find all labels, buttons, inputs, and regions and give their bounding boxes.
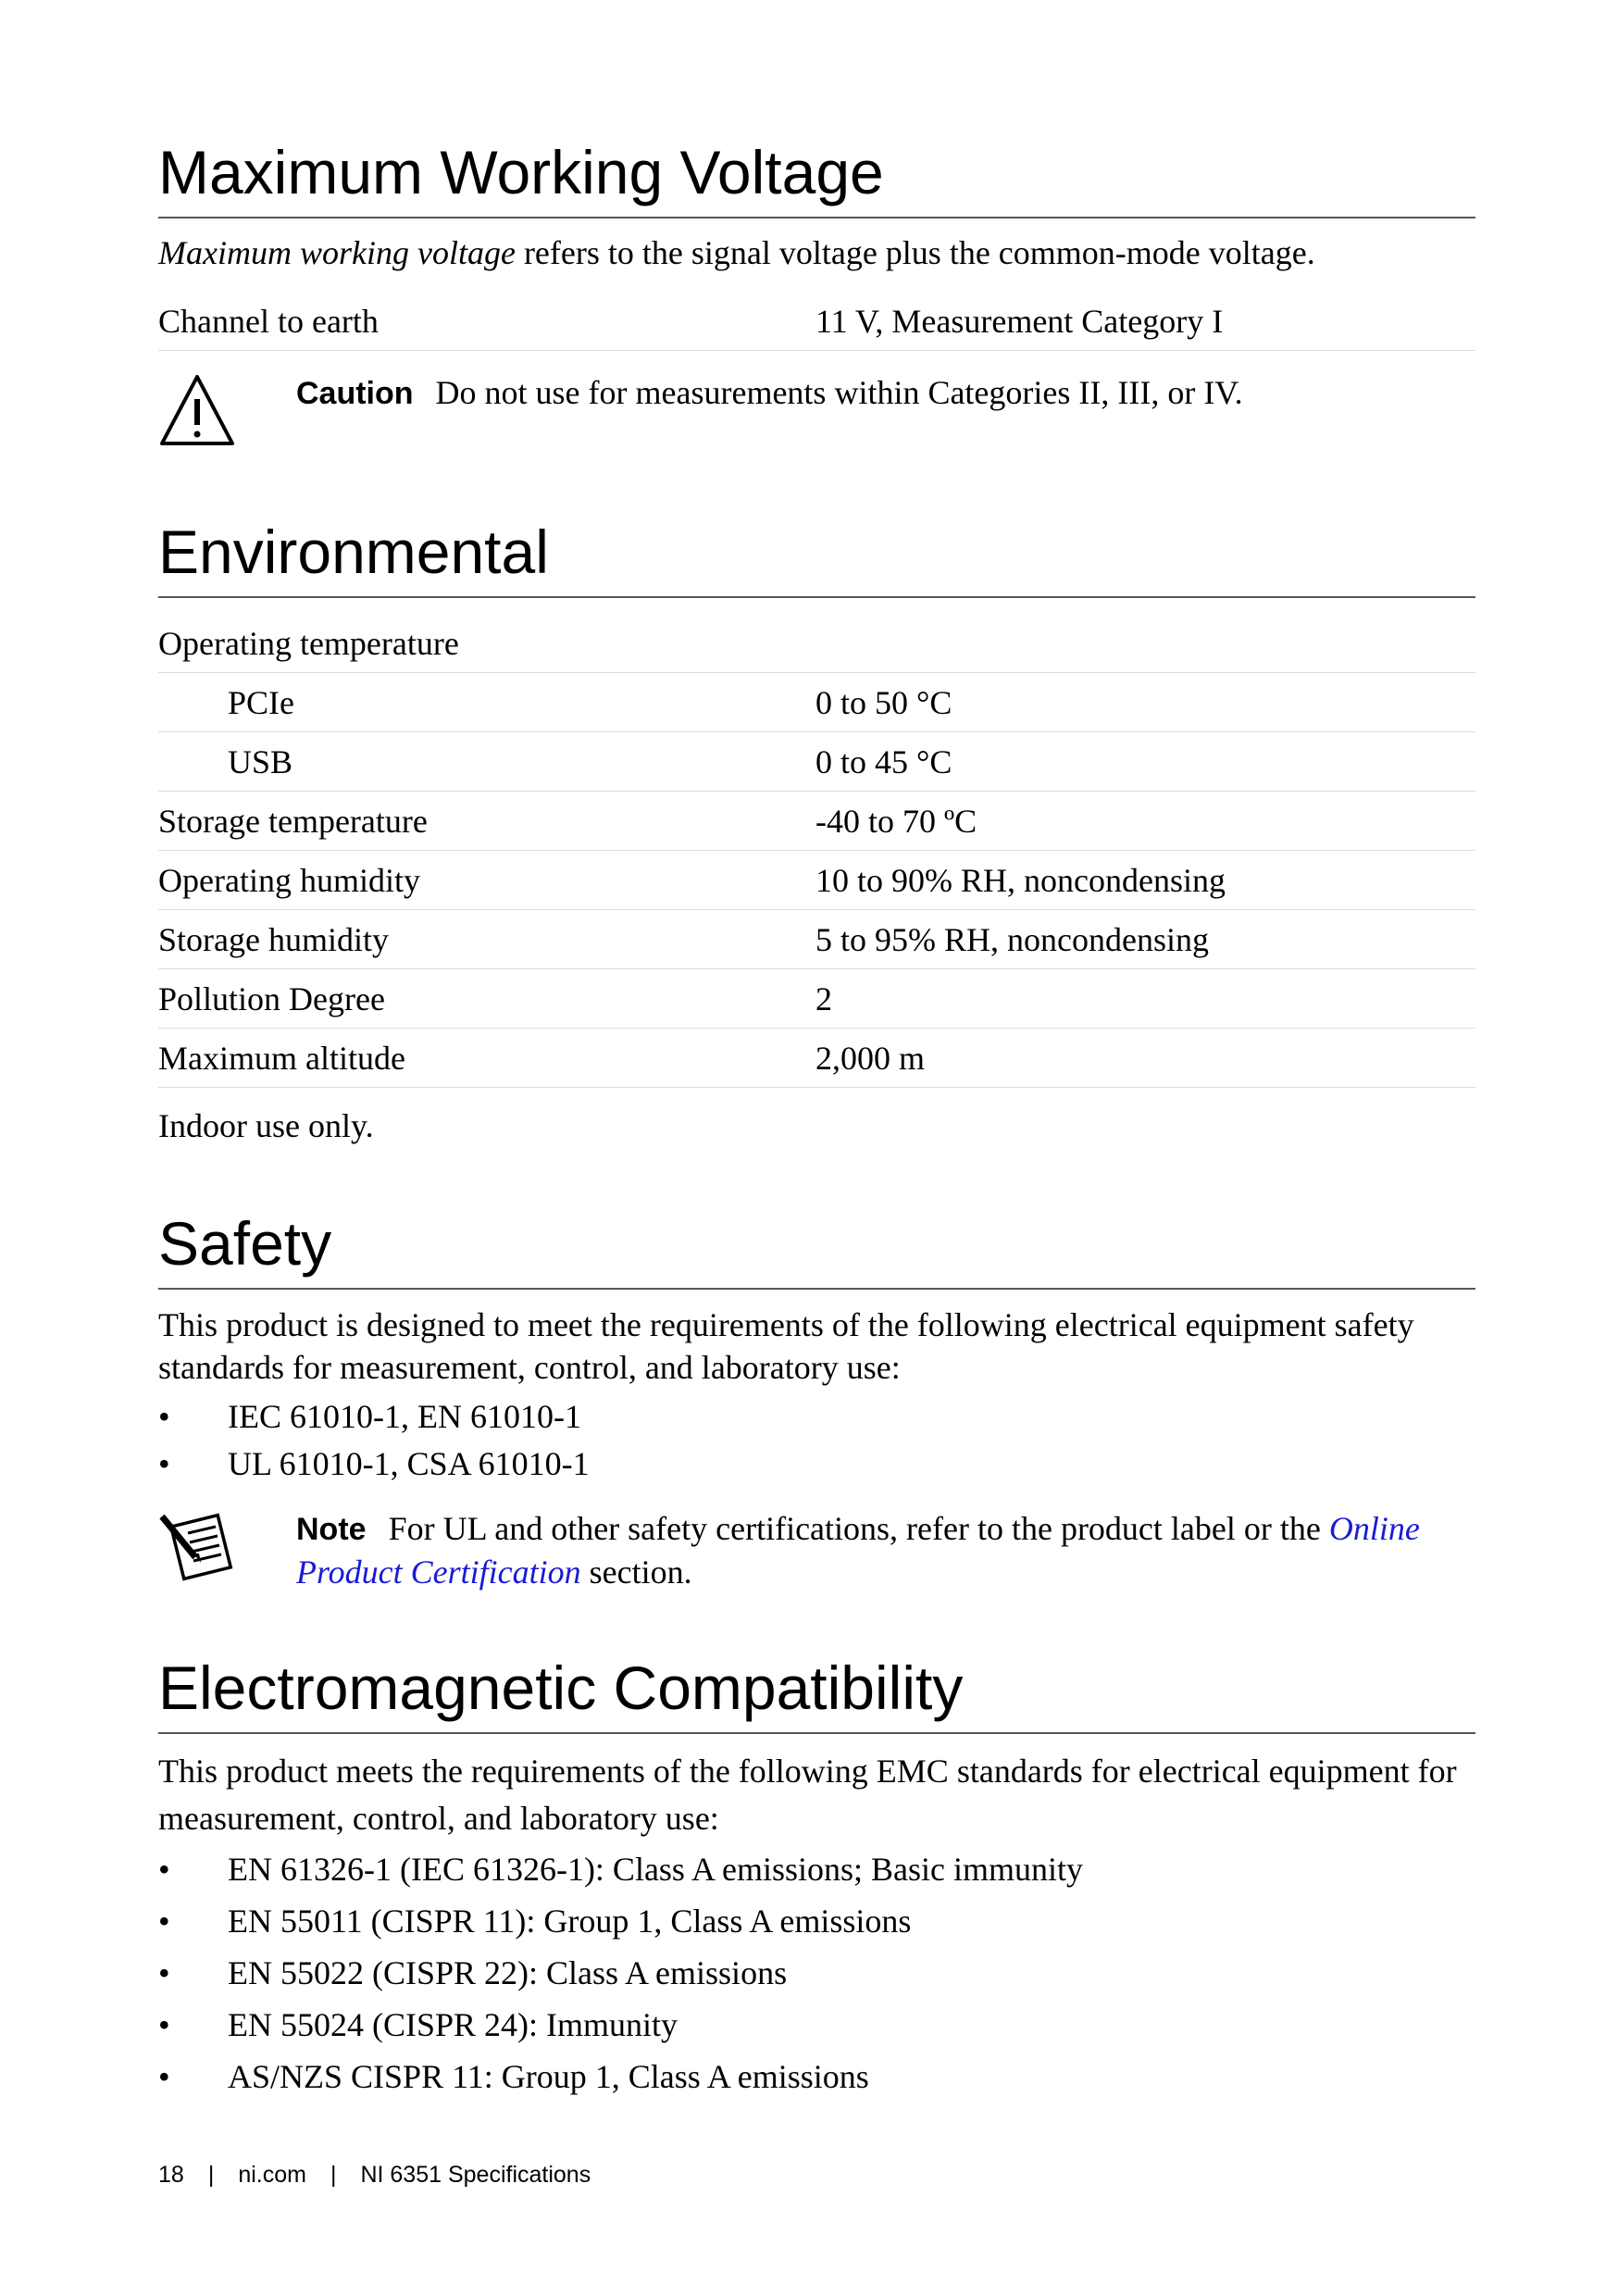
note-tail: section. [580,1554,692,1591]
spec-value: 2 [815,980,832,1017]
emc-heading-block [158,1654,1475,1734]
spec-label: Storage temperature [158,802,428,840]
caution-text: Do not use for measurements within Categories II, III, or IV. [435,374,1243,411]
emc-standards-list [158,1843,1475,2103]
spec-row [158,673,1475,732]
site-link[interactable]: ni.com [238,2162,306,2188]
safety-standards-list [158,1393,1475,1488]
spec-row [158,732,1475,792]
mwv-intro-text: refers to the signal voltage plus the common-mode voltage. [515,234,1315,271]
spec-value: 2,000 m [815,1039,926,1077]
note-icon [158,1507,296,1586]
spec-value: 5 to 95% RH, noncondensing [815,920,1209,958]
spec-value: 0 to 50 °C [815,683,952,721]
spec-label: USB [228,742,293,780]
mwv-heading-block [158,139,1475,218]
spec-label: PCIe [228,683,294,721]
page-footer: 18 | ni.com | NI 6351 Specifications [158,2162,591,2188]
spec-label: Maximum altitude [158,1039,405,1077]
spec-row [158,910,1475,969]
mwv-intro [158,233,1475,272]
spec-value: -40 to 70 ºC [815,802,977,840]
env-title: Environmental [158,518,549,586]
note-label: Note [296,1512,367,1547]
env-heading-block [158,518,1475,598]
mwv-spec-row [158,292,1475,351]
spec-row [158,614,1475,673]
safety-heading-block [158,1210,1475,1290]
caution-callout [158,373,1475,452]
list-item: • EN 55024 (CISPR 24): Immunity [158,2006,678,2043]
safety-intro: This product is designed to meet the requirements of the following electrical equipment safety standards for measurement, control, and laboratory use: [158,1306,1414,1386]
spec-row [158,969,1475,1029]
spec-value: 11 V, Measurement Category I [815,302,1224,340]
spec-value: 10 to 90% RH, noncondensing [815,861,1226,899]
emc-intro: This product meets the requirements of the following EMC standards for electrical equipment for measurement, control, and laboratory use: [158,1753,1457,1837]
list-item: • EN 55022 (CISPR 22): Class A emissions [158,1954,788,1991]
spec-value: 0 to 45 °C [815,742,952,780]
spec-row [158,1029,1475,1088]
list-item: • EN 55011 (CISPR 11): Group 1, Class A emissions [158,1903,912,1940]
list-item: • UL 61010-1, CSA 61010-1 [158,1445,590,1482]
env-spec-table [158,614,1475,1088]
env-note: Indoor use only. [158,1107,374,1144]
note-callout [158,1507,1475,1593]
list-item: • IEC 61010-1, EN 61010-1 [158,1398,581,1435]
safety-title: Safety [158,1209,332,1278]
list-item: • EN 61326-1 (IEC 61326-1): Class A emissions; Basic immunity [158,1851,1083,1888]
spec-row [158,851,1475,910]
caution-label: Caution [296,376,414,411]
spec-row [158,792,1475,851]
list-item: • AS/NZS CISPR 11: Group 1, Class A emissions [158,2058,869,2095]
document-title: NI 6351 Specifications [360,2162,591,2188]
warning-icon [158,373,296,452]
mwv-title: Maximum Working Voltage [158,138,884,206]
spec-label: Pollution Degree [158,980,385,1017]
online-product-certification-link[interactable]: Online Product Certification [296,1510,1420,1591]
spec-label: Storage humidity [158,920,389,958]
spec-label: Operating temperature [158,624,459,662]
emc-title: Electromagnetic Compatibility [158,1653,964,1722]
spec-label: Operating humidity [158,861,420,899]
spec-label: Channel to earth [158,302,379,340]
note-text: For UL and other safety certifications, refer to the product label or the [388,1510,1321,1547]
page-number: 18 [158,2162,184,2188]
mwv-intro-term: Maximum working voltage [158,234,516,271]
